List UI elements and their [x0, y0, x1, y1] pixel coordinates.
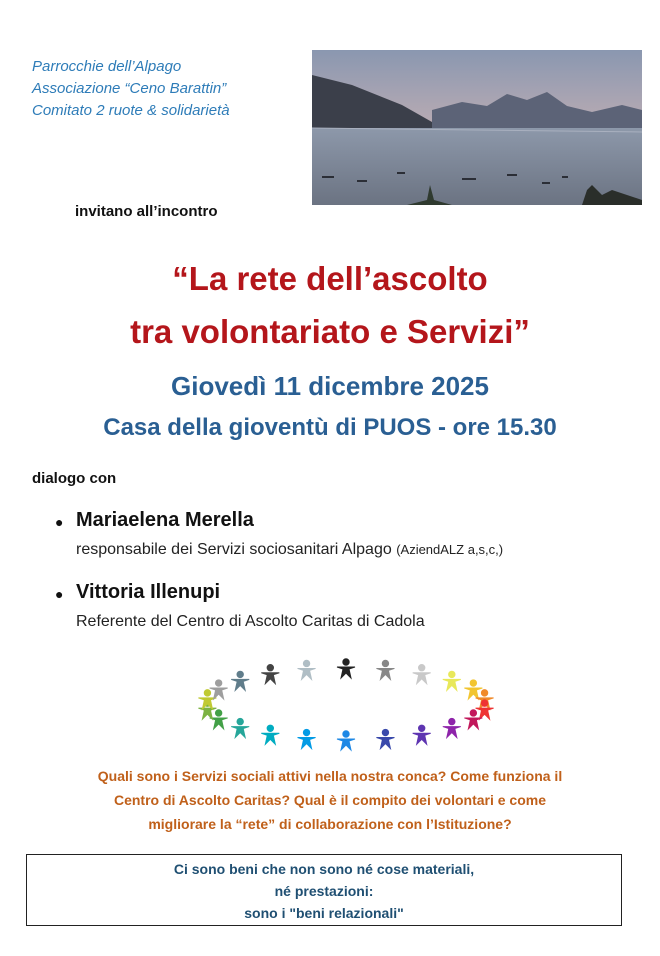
quote-line: né prestazioni:	[274, 883, 374, 899]
organizer-line: Associazione “Ceno Barattin”	[32, 80, 227, 97]
questions-block	[40, 764, 620, 836]
person-figure	[261, 725, 279, 744]
person-figure	[464, 710, 482, 729]
organizer-line: Comitato 2 ruote & solidarietà	[32, 102, 230, 119]
event-title-line-2: tra volontariato e Servizi”	[130, 313, 530, 350]
person-figure	[443, 718, 461, 737]
question-line: Centro di Ascolto Caritas? Qual è il compito dei volontari e come	[113, 792, 546, 808]
speaker-name: Mariaelena Merella	[76, 509, 254, 531]
people-circle-illustration	[190, 655, 502, 755]
person-figure	[298, 729, 316, 748]
person-figure	[476, 700, 494, 719]
person-figure	[376, 660, 394, 679]
organizer-line: Parrocchie dell’Alpago	[32, 58, 182, 75]
quote-line: sono i "beni relazionali"	[244, 905, 404, 921]
person-figure	[443, 671, 461, 690]
speaker-role	[76, 613, 425, 631]
organizers-block	[32, 56, 302, 122]
person-figure	[413, 725, 431, 744]
person-figure	[231, 718, 249, 737]
person-figure	[210, 680, 228, 699]
dialogue-label: dialogo con	[32, 470, 117, 487]
question-line: Quali sono i Servizi sociali attivi nella nostra conca? Come funziona il	[97, 768, 563, 784]
bullet-icon: ●	[55, 514, 64, 530]
person-figure	[376, 729, 394, 748]
quote-line: Ci sono beni che non sono né cose materiali,	[173, 861, 475, 877]
person-figure	[298, 660, 316, 679]
question-line: migliorare la “rete” di collaborazione con l’Istituzione?	[148, 816, 512, 832]
speaker-name: Vittoria Illenupi	[76, 581, 221, 603]
lake-photo	[312, 50, 642, 205]
event-date: Giovedì 11 dicembre 2025	[171, 371, 489, 401]
speaker-role-text: Referente del Centro di Ascolto Caritas di Cadola	[76, 613, 425, 630]
event-venue: Casa della gioventù di PUOS - ore 15.30	[103, 414, 557, 441]
person-figure	[337, 731, 355, 750]
bullet-icon: ●	[55, 586, 64, 602]
person-figure	[464, 680, 482, 699]
speaker-role	[76, 541, 503, 559]
person-figure	[261, 665, 279, 684]
speaker-role-note: (AziendALZ a,s,c,)	[396, 542, 504, 557]
person-figure	[337, 659, 355, 678]
speaker-role-text: responsabile dei Servizi sociosanitari Alpago	[76, 541, 392, 558]
person-figure	[231, 671, 249, 690]
person-figure	[413, 665, 431, 684]
event-title-line-1: “La rete dell’ascolto	[172, 260, 488, 297]
invite-text: invitano all’incontro	[75, 203, 218, 220]
quote-box	[26, 854, 622, 926]
